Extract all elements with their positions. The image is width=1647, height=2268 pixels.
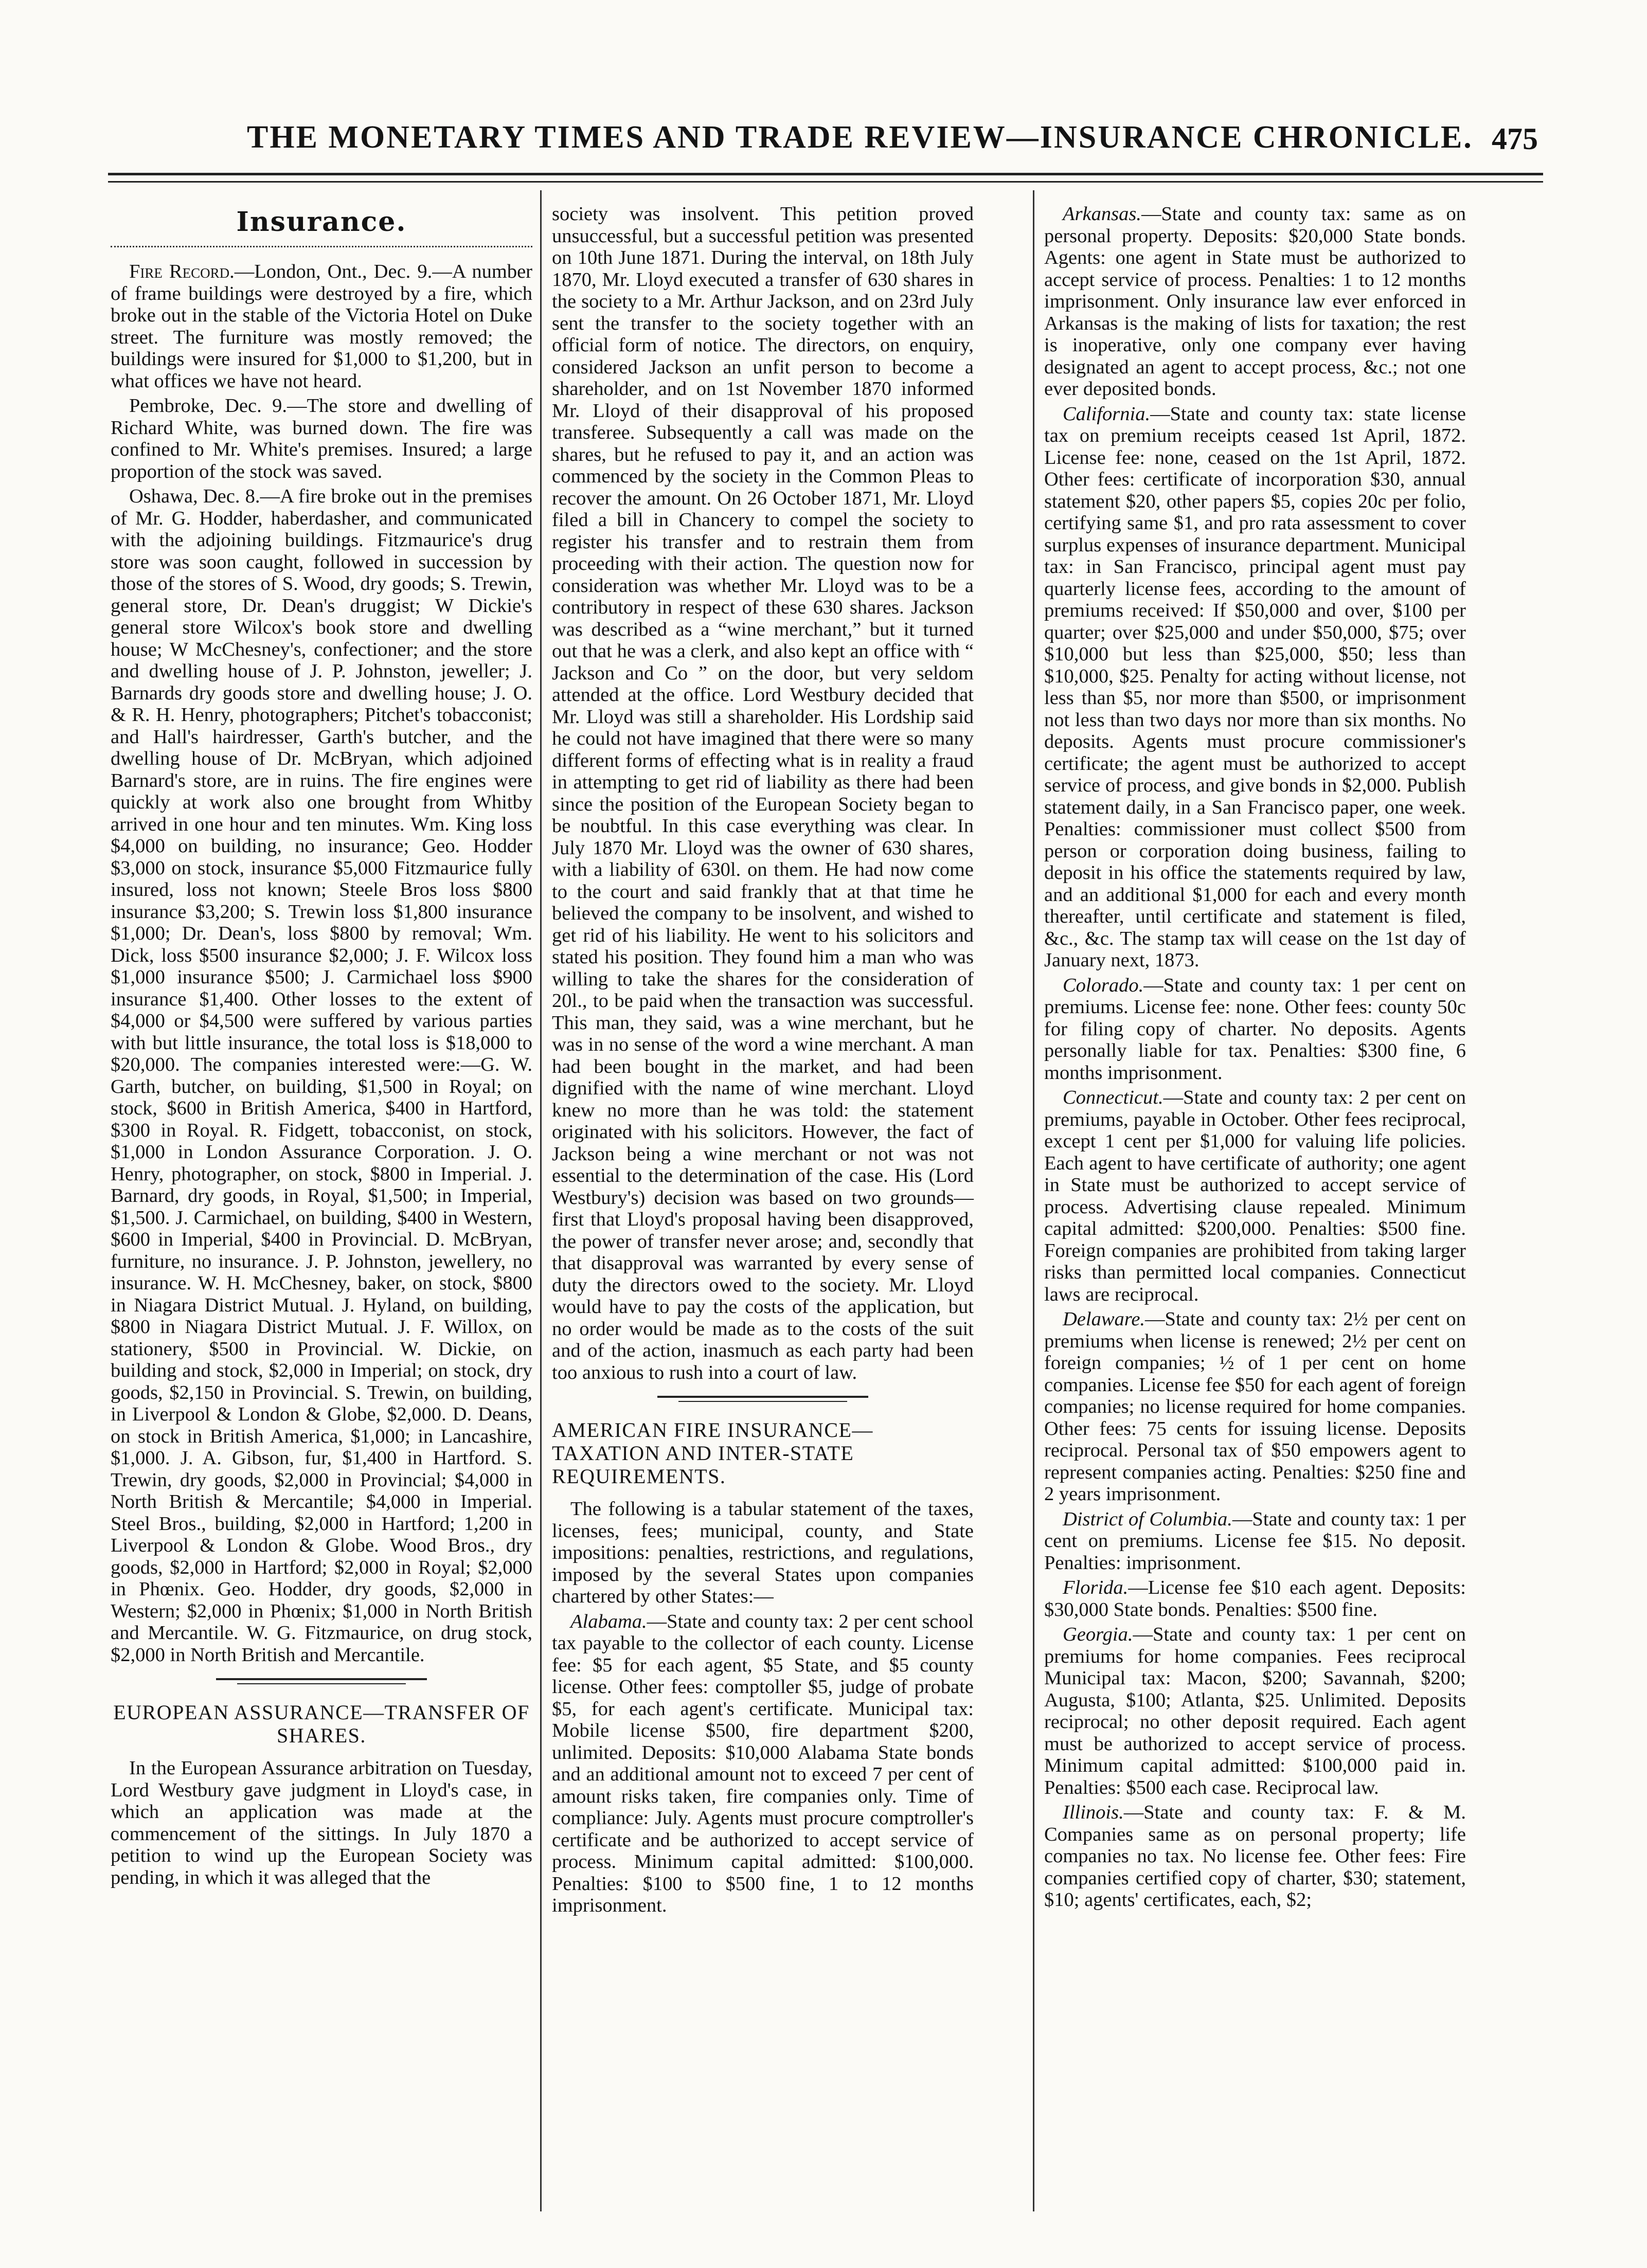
oshawa-paragraph: Oshawa, Dec. 8.—A fire broke out in the premises of Mr. G. Hodder, haberdasher, and communicated with the adjoining buildings. Fitzmaurice's drug store was soon caught, followed in succession by those of the stores of S. Wood, dry goods; S. Trewin, general store, Dr. Dean's druggist; W Dickie's general store Wilcox's book store and dwelling house; W McChesney's, confectioner; and the store and dwelling house of J. P. Johnston, jeweller; J. Barnards dry goods store and dwelling house; J. O. & R. H. Henry, photographers; Pitchet's tobacconist; and Hall's hairdresser, Garth's butcher, and the dwelling house of Dr. McBryan, which adjoined Barnard's store, are in ruins. The fire engines were quickly at work also one brought from Whitby arrived in one hour and ten minutes. Wm. King loss $4,000 on building, no insurance; Geo. Hodder $3,000 on stock, insurance $5,000 Fitzmaurice fully insured, loss not known; Steele Bros loss $800 insurance $3,200; S. Trewin loss $1,800 insurance $1,000; Dr. Dean's, loss $800 by removal; Wm. Dick, loss $500 insurance $2,000; J. F. Wilcox loss $1,000 insurance $500; J. Carmichael loss $900 insurance $1,400. Other losses to the extent of $4,000 or $4,500 were suffered by various parties with but little insurance, the total loss is $18,000 to $20,000. The companies interested were:—G. W. Garth, butcher, on building, $1,500 in Royal; on stock, $600 in British America, $400 in Hartford, $300 in Royal. R. Fidgett, tobacconist, on stock, $1,000 in London Assurance Corporation. J. O. Henry, photographer, on stock, $800 in Imperial. J. Barnard, dry goods, in Royal, $1,500; in Imperial, $1,500. J. Carmichael, on building, $400 in Western, $600 in Imperial, $400 in Provincial. D. McBryan, furniture, no insurance. J. P. Johnston, jewellery, no insurance. W. H. McChesney, baker, on stock, $800 in Niagara District Mutual. J. Hyland, on building, $800 in Niagara District Mutual. J. F. Willox, on stationery, $500 in Provincial. W. Dickie, on building and stock, $2,000 in Imperial; on stock, dry goods, $2,150 in Provincial. S. Trewin, on building, in Liverpool & London & Globe, $2,000. D. Deans, on stock in British America, $1,000; in Lancashire, $1,000. J. A. Gibson, fur, $1,400 in Hartford. S. Trewin, dry goods, $2,000 in Provincial; $4,000 in North British & Mercantile; $4,000 in Imperial. Steel Bros., building, $2,000 in Hartford; 1,200 in Liverpool & London & Globe. Wood Bros., dry goods, $2,000 in Hartford; $2,000 in Royal; $2,000 in Phœnix. Geo. Hodder, dry goods, $2,000 in Western; $2,000 in Phœnix; $1,000 in North British and Mercantile. W. G. Fitzmaurice, on drug stock, $2,000 in North British and Mercantile.: [111, 485, 532, 1666]
american-intro-paragraph: The following is a tabular statement of the taxes, licenses, fees; municipal, county, and State impositions: penalties, restrictions, and regulations, imposed by the several States upon companies chartered by other States:—: [552, 1498, 974, 1607]
column-divider: [540, 190, 542, 2211]
fire-record-lead: Fire Record.: [129, 261, 235, 282]
masthead-title: THE MONETARY TIMES AND TRADE REVIEW—INSURANCE CHRONICLE.: [247, 120, 1473, 155]
column-3: [1044, 203, 1466, 1914]
lloyd-case-paragraph: society was insolvent. This petition proved unsuccessful, but a successful petition was presented on 10th June 1871. During the interval, on 18th July 1870, Mr. Lloyd executed a transfer of 630 shares in the society to a Mr. Arthur Jackson, and on 23rd July sent the transfer to the society together with an official form of notice. The directors, on enquiry, considered Jackson an unfit person to become a shareholder, and on 1st November 1870 informed Mr. Lloyd of their disapproval of his proposed transferee. Subsequently a call was made on the shares, but he refused to pay it, and an action was commenced by the society in the Common Pleas to recover the amount. On 26 October 1871, Mr. Lloyd filed a bill in Chancery to compel the society to register his transfer and to restrain them from proceeding with their action. The question now for consideration was whether Mr. Lloyd was to be a contributory in respect of these 630 shares. Jackson was described as a “wine merchant,” but it turned out that he was a clerk, and also kept an office with “ Jackson and Co ” on the door, but very seldom attended at the office. Lord Westbury decided that Mr. Lloyd was still a shareholder. His Lordship said he could not have imagined that there were so many different forms of effecting what is in reality a fraud in attempting to get rid of liability as there had been since the position of the European Society began to be noubtful. In this case everything was clear. In July 1870 Mr. Lloyd was the owner of 630 shares, with a liability of 630l. on them. He had now come to the court and said frankly that at that time he believed the company to be insolvent, and wished to get rid of his liability. He went to his solicitors and stated his position. They found him a man who was willing to take the shares for the consideration of 20l., to be paid when the transaction was successful. This man, they said, was a wine merchant, but he was in no sense of the word a wine merchant. A man had been bought in the market, and had been dignified with the name of wine merchant. Lloyd knew no more than he was told: the statement originated with his solicitors. However, the fact of Jackson being a wine merchant or not was not essential to the determination of the case. His (Lord Westbury's) decision was based on two grounds—first that Lloyd's proposal having been disapproved, the power of transfer never arose; and, secondly that that disapproval was warranted by every sense of duty the directors owed to the society. Mr. Lloyd would have to pay the costs of the application, but no order would be made as to the costs of the suit and of the action, inasmuch as each party had been too anxious to rush into a court of law.: [552, 203, 974, 1383]
page-number: 475: [1492, 122, 1538, 156]
state-name: Connecticut.: [1063, 1087, 1163, 1108]
section-title: Insurance.: [236, 206, 407, 238]
state-name: Alabama.: [570, 1610, 647, 1632]
connecticut-entry: Connecticut.—State and county tax: 2 per cent on premiums, payable in October. Other fees reciprocal, except 1 cent per $1,000 for valuing life policies. Each agent to have certificate of authority; one agent in State must be authorized to accept service of process. Advertising clause repealed. Minimum capital admitted: $200,000. Penalties: $500 fine. Foreign companies are prohibited from taking larger risks than permitted local companies. Connecticut laws are reciprocal.: [1044, 1087, 1466, 1305]
state-name: California.: [1063, 403, 1151, 425]
column-2: [552, 203, 974, 1920]
state-name: Arkansas.: [1063, 203, 1141, 225]
state-name: District of Columbia.: [1063, 1508, 1232, 1530]
colorado-entry: Colorado.—State and county tax: 1 per cent on premiums. License fee: none. Other fees: county 50c for filing copy of charter. No deposits. Agents personally liable for tax. Penalties: $300 fine, 6 months imprisonment.: [1044, 974, 1466, 1084]
state-name: Illinois.: [1063, 1802, 1124, 1823]
fire-record-text: —London, Ont., Dec. 9.—A number of frame buildings were destroyed by a fire, which broke out in the stable of the Victoria Hotel on Duke street. The furniture was mostly removed; the buildings were insured for $1,000 to $1,200, but in what offices we have not heard.: [111, 261, 532, 392]
state-name: Delaware.: [1063, 1308, 1145, 1330]
section-separator: [552, 1390, 974, 1410]
alabama-entry: Alabama.—State and county tax: 2 per cent school tax payable to the collector of each county. License fee: $5 for each agent, $5 State, and $5 county license. Other fees: comptoller $5, judge of probate $5, for each agent's certificate. Municipal tax: Mobile license $500, fire department $200, unlimited. Deposits: $10,000 Alabama State bonds and an additional amount not to exceed 7 per cent of amount risks taken, fire companies only. Time of compliance: July. Agents must procure comptroller's certificate and be authorized to accept service of process. Minimum capital admitted: $100,000. Penalties: $100 to $500 fine, 1 to 12 months imprisonment.: [552, 1610, 974, 1916]
state-name: Florida.: [1063, 1577, 1129, 1598]
section-separator: [111, 1672, 532, 1693]
european-assurance-heading: EUROPEAN ASSURANCE—TRANSFER OF SHARES.: [113, 1701, 530, 1747]
california-entry: California.—State and county tax: state license tax on premium receipts ceased 1st April, 1872. License fee: none, ceased on the 1st April, 1872. Other fees: certificate of incorporation $30, annual statement $20, other papers $5, copies 20c per folio, certifying same $1, and pro rata assessment to cover surplus expenses of insurance department. Municipal tax: in San Francisco, principal agent must pay quarterly license fees, according to the amount of premiums received: If $50,000 and over, $100 per quarter; over $25,000 and under $50,000, $75; over $10,000 but less than $25,000, $50; less than $10,000, $25. Penalty for acting without license, not less than $5, nor more than $500, or imprisonment not less than two days nor more than six months. No deposits. Agents must procure commissioner's certificate; the agent must be authorized to accept service of process, and give bonds in $2,000. Publish statement daily, in a San Francisco paper, one week. Penalties: commissioner must collect $500 from person or corporation doing business, failing to deposit in his office the statements required by law, and an additional $1,000 for each and every month thereafter, until certificate and statement is filed, &c., &c. The stamp tax will cease on the 1st day of January next, 1873.: [1044, 403, 1466, 971]
pembroke-paragraph: Pembroke, Dec. 9.—The store and dwelling of Richard White, was burned down. The fire was confined to Mr. White's premises. Insured; a large proportion of the stock was saved.: [111, 395, 532, 482]
header-rule-thin: [108, 181, 1543, 183]
title-ornament: [111, 242, 532, 247]
delaware-entry: Delaware.—State and county tax: 2½ per cent on premiums when license is renewed; 2½ per cent on foreign companies; ½ of 1 per cent on home companies. License fee $50 for each agent of foreign companies; no license required for home companies. Other fees: 75 cents for issuing license. Deposits reciprocal. Personal tax of $50 empowers agent to represent companies acting. Penalties: $250 fine and 2 years imprisonment.: [1044, 1308, 1466, 1505]
fire-record-paragraph: [111, 261, 532, 392]
arkansas-entry: Arkansas.—State and county tax: same as on personal property. Deposits: $20,000 State bonds. Agents: one agent in State must be authorized to accept service of process. Penalties: 1 to 12 months imprisonment. Only insurance law ever enforced in Arkansas is the making of lists for taxation; the rest is inoperative, only one company ever having designated an agent to accept process, &c.; not one ever deposited bonds.: [1044, 203, 1466, 400]
district-of-columbia-entry: District of Columbia.—State and county tax: 1 per cent on premiums. License fee $15. No deposit. Penalties: imprisonment.: [1044, 1508, 1466, 1574]
florida-entry: Florida.—License fee $10 each agent. Deposits: $30,000 State bonds. Penalties: $500 fine.: [1044, 1577, 1466, 1621]
european-assurance-paragraph: In the European Assurance arbitration on Tuesday, Lord Westbury gave judgment in Lloyd's case, in which an application was made at the commencement of the sittings. In July 1870 a petition to wind up the European Society was pending, in which it was alleged that the: [111, 1757, 532, 1888]
american-fire-insurance-heading: AMERICAN FIRE INSURANCE—TAXATION AND INTER-STATE REQUIREMENTS.: [552, 1418, 873, 1488]
column-1: [111, 203, 532, 1892]
state-name: Georgia.: [1063, 1624, 1133, 1645]
masthead: [77, 114, 1543, 160]
georgia-entry: Georgia.—State and county tax: 1 per cent on premiums for home companies. Fees reciprocal Municipal tax: Macon, $200; Savannah, $200; Augusta, $100; Atlanta, $25. Unlimited. Deposits reciprocal; no other deposit required. Each agent must be authorized to accept service of process. Minimum capital admitted: $100,000 paid in. Penalties: $500 each case. Reciprocal law.: [1044, 1624, 1466, 1798]
illinois-entry: Illinois.—State and county tax: F. & M. Companies same as on personal property; life companies no tax. No license fee. Other fees: Fire companies certified copy of charter, $30; statement, $10; agents' certificates, each, $2;: [1044, 1802, 1466, 1911]
column-divider: [1033, 190, 1034, 2211]
header-rule: [108, 173, 1543, 175]
state-name: Colorado.: [1063, 974, 1144, 996]
